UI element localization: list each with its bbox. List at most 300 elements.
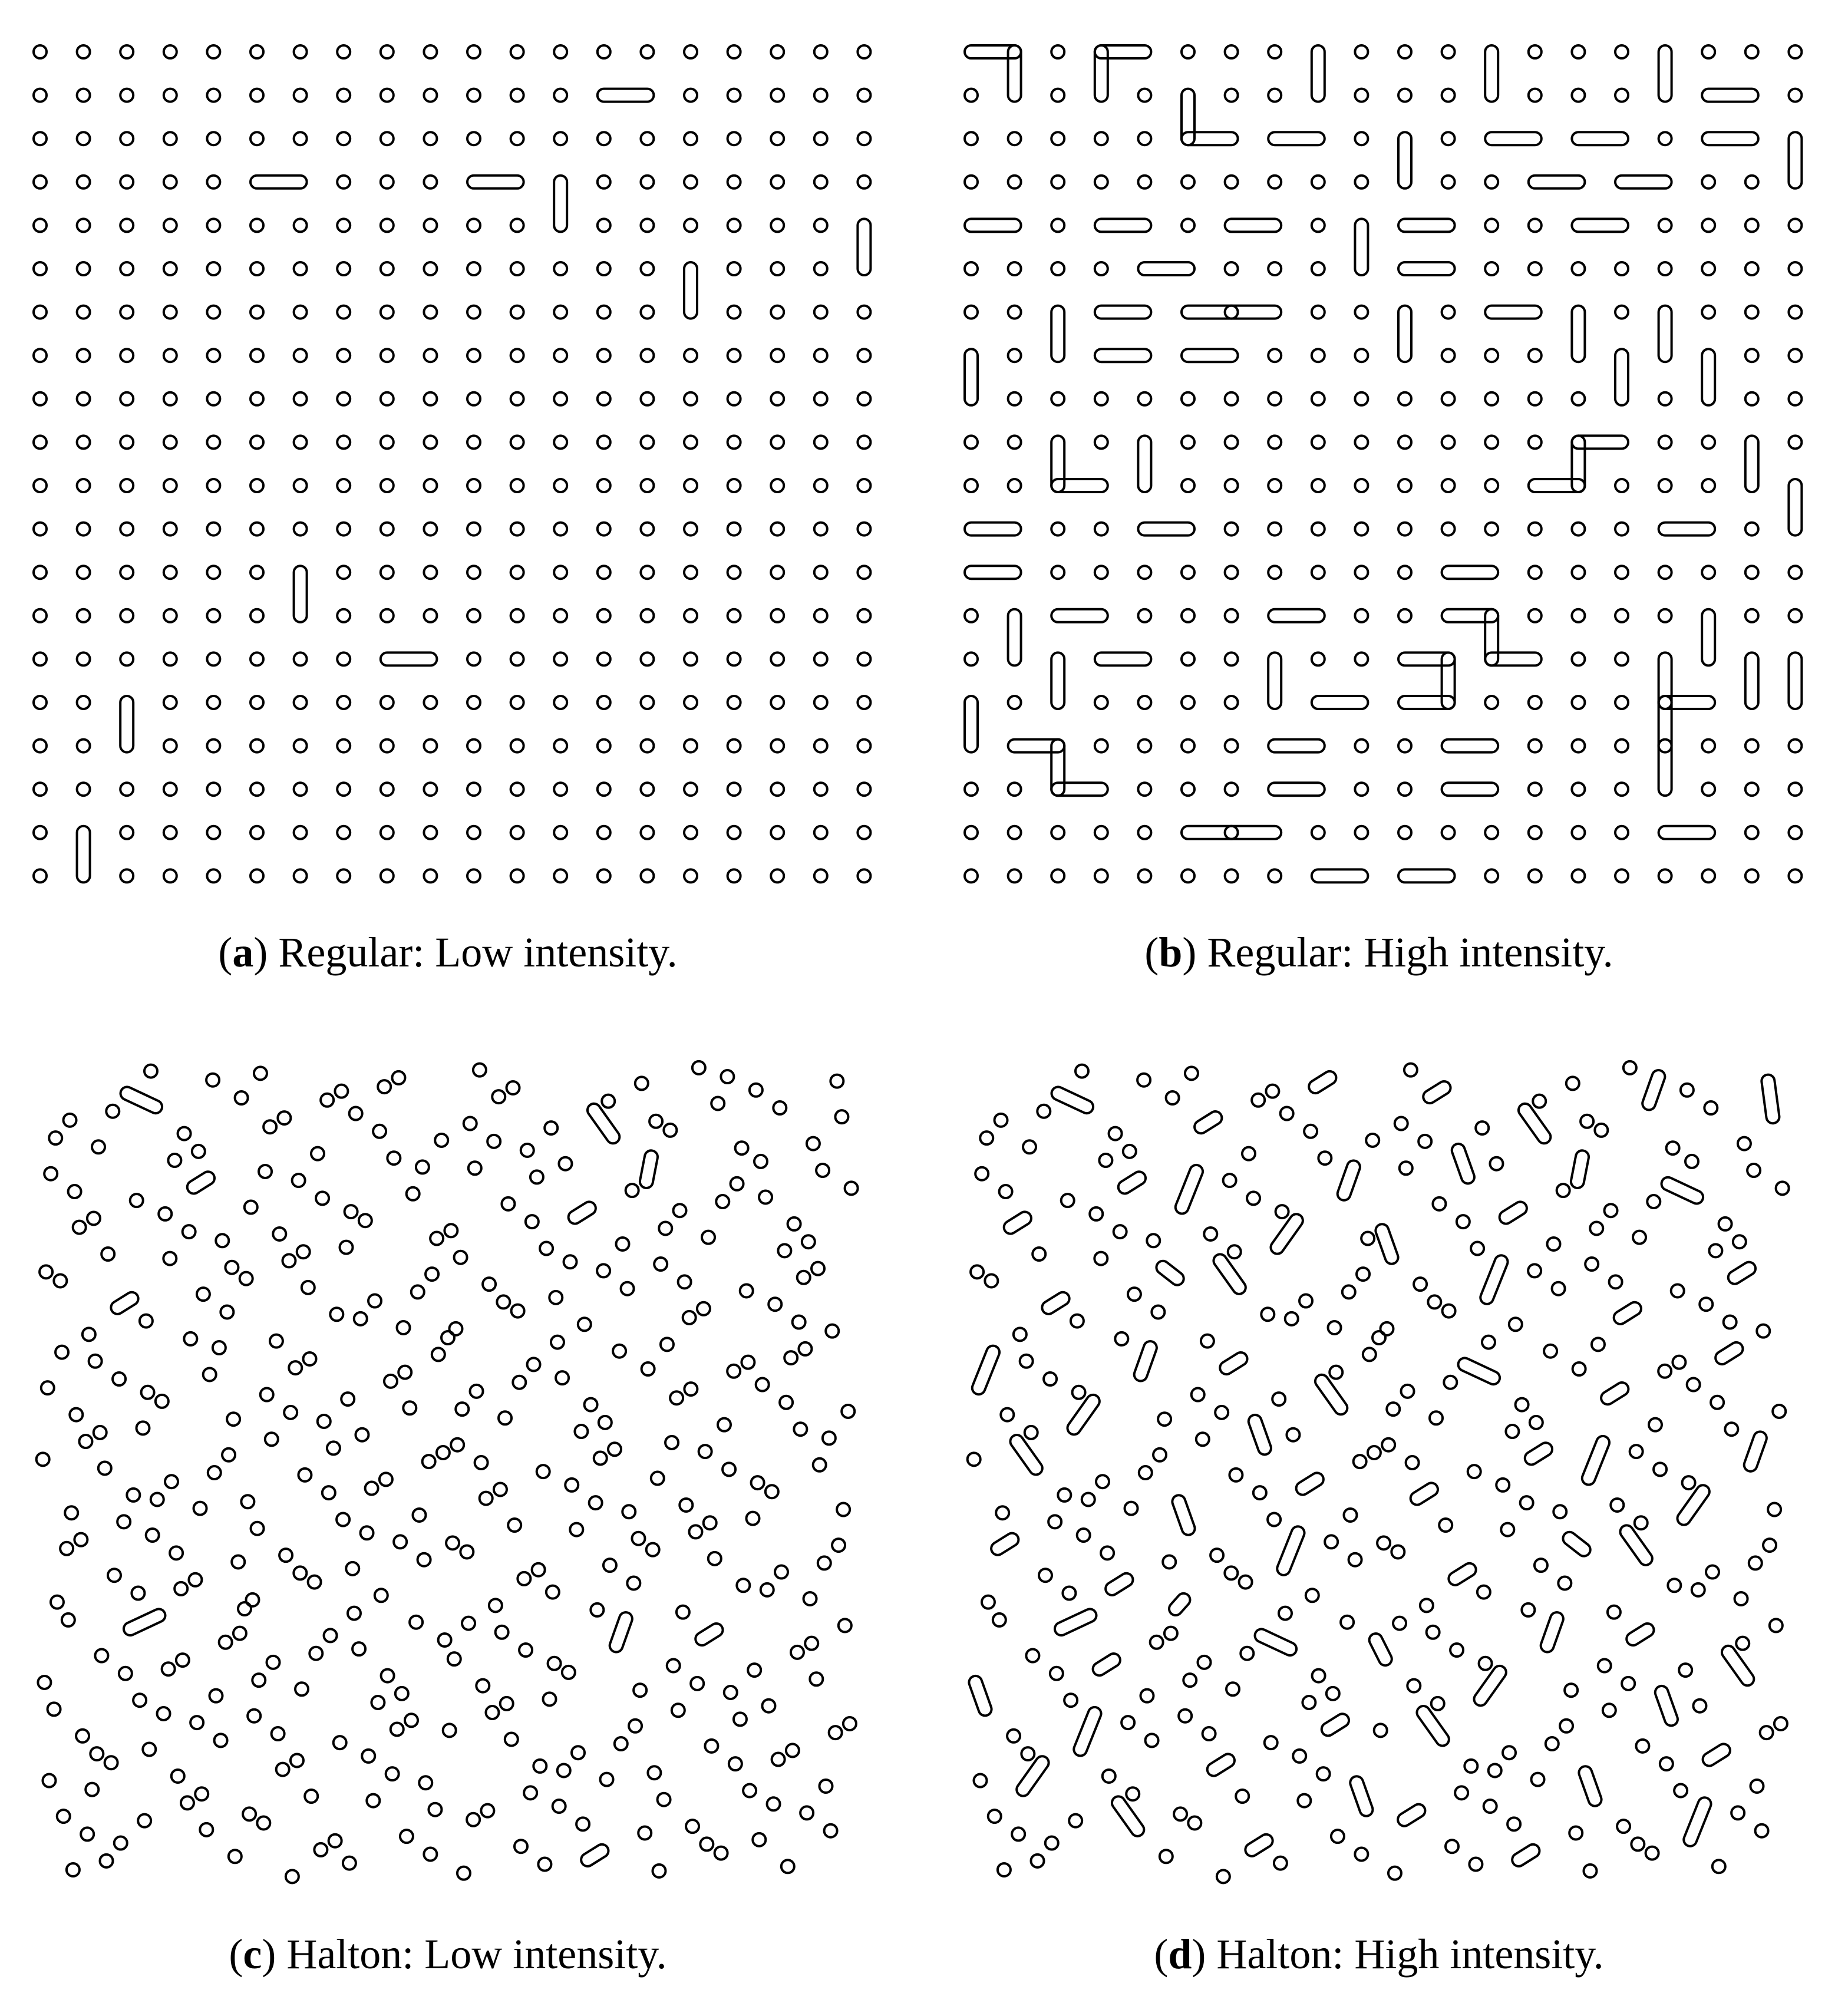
node — [512, 1305, 524, 1318]
node — [250, 89, 263, 102]
node — [1008, 869, 1021, 882]
node — [337, 826, 350, 839]
node — [1702, 45, 1715, 58]
node — [1387, 1403, 1400, 1415]
node — [1615, 740, 1628, 753]
node — [1299, 1295, 1312, 1308]
link — [608, 1611, 634, 1654]
node — [105, 1756, 118, 1769]
node — [641, 349, 654, 362]
node — [598, 826, 610, 839]
link-horizontal — [1485, 306, 1542, 319]
node — [728, 132, 741, 145]
node — [1138, 783, 1151, 796]
node — [1442, 826, 1455, 839]
node — [1560, 1720, 1573, 1733]
node — [1490, 1157, 1503, 1170]
link-horizontal — [1268, 132, 1325, 145]
node — [965, 783, 978, 796]
node — [1239, 1576, 1252, 1589]
node — [1001, 1408, 1014, 1421]
node — [1671, 1284, 1684, 1297]
node — [1198, 1656, 1211, 1669]
node — [598, 609, 610, 622]
node — [1039, 1569, 1052, 1582]
node — [34, 392, 47, 405]
node — [164, 306, 177, 319]
panel-a-regular-low — [24, 35, 872, 872]
node — [565, 1479, 578, 1492]
node — [137, 1421, 150, 1434]
link-horizontal — [965, 45, 1021, 58]
node — [77, 262, 90, 275]
node — [270, 1335, 283, 1348]
node — [1377, 1536, 1390, 1549]
node — [251, 1522, 264, 1535]
node — [626, 1184, 639, 1197]
node — [761, 1583, 774, 1596]
node — [1355, 479, 1368, 492]
node — [814, 349, 827, 362]
node — [1603, 1704, 1616, 1717]
node — [1572, 566, 1585, 579]
node — [1520, 1496, 1533, 1509]
node — [598, 652, 610, 665]
node — [229, 1850, 242, 1863]
node — [424, 435, 437, 448]
node — [100, 1855, 113, 1867]
node — [598, 696, 610, 709]
node — [1745, 219, 1758, 232]
node — [467, 435, 480, 448]
node — [1702, 740, 1715, 753]
node — [1702, 176, 1715, 189]
node — [1507, 1817, 1520, 1830]
node — [743, 1784, 756, 1797]
node — [289, 1361, 302, 1374]
node — [1138, 392, 1151, 405]
node — [1788, 392, 1801, 405]
node — [475, 1456, 488, 1469]
node — [781, 1860, 794, 1873]
node — [1553, 1505, 1566, 1518]
link-horizontal — [1051, 479, 1108, 492]
link-horizontal — [1095, 219, 1151, 232]
link — [1133, 1339, 1159, 1383]
node — [965, 826, 978, 839]
node — [381, 349, 394, 362]
node — [646, 1543, 659, 1556]
node — [1051, 45, 1064, 58]
node — [207, 262, 220, 275]
node — [120, 826, 133, 839]
node — [207, 435, 220, 448]
link-vertical — [120, 696, 133, 753]
link-horizontal — [1529, 176, 1585, 189]
node — [1534, 1559, 1547, 1572]
node — [68, 1185, 81, 1198]
node — [1659, 435, 1672, 448]
node — [1745, 566, 1758, 579]
node — [771, 566, 784, 579]
node — [298, 1469, 311, 1481]
node — [200, 1823, 213, 1836]
node — [243, 1807, 256, 1820]
node — [813, 1459, 826, 1471]
node — [773, 1101, 786, 1114]
node — [303, 1352, 316, 1365]
node — [1225, 392, 1238, 405]
node — [207, 306, 220, 319]
link — [1293, 1470, 1326, 1497]
node — [1649, 1418, 1662, 1431]
node — [728, 523, 741, 536]
node — [1044, 1372, 1057, 1385]
node — [443, 1724, 456, 1737]
node — [598, 306, 610, 319]
node — [1391, 1545, 1404, 1558]
node — [684, 652, 697, 665]
node — [1788, 349, 1801, 362]
node — [34, 826, 47, 839]
link-vertical — [1702, 349, 1715, 405]
node — [467, 523, 480, 536]
link-horizontal — [1268, 609, 1325, 622]
node — [265, 1433, 278, 1446]
node — [207, 826, 220, 839]
node — [392, 1071, 405, 1084]
node — [248, 1710, 260, 1723]
node — [1788, 435, 1801, 448]
node — [444, 1224, 457, 1237]
node — [814, 783, 827, 796]
link-horizontal — [1312, 696, 1368, 709]
node — [1008, 479, 1021, 492]
link — [1510, 1842, 1542, 1869]
node — [207, 219, 220, 232]
node — [728, 262, 741, 275]
node — [1268, 1513, 1281, 1526]
node — [1477, 1586, 1490, 1599]
node — [1225, 89, 1238, 102]
node — [1082, 1493, 1095, 1506]
node — [82, 1328, 95, 1341]
node — [120, 306, 133, 319]
node — [594, 1451, 607, 1464]
node — [802, 1235, 815, 1248]
node — [1095, 262, 1108, 275]
node — [424, 1847, 437, 1860]
node — [1226, 1682, 1239, 1695]
node — [381, 609, 394, 622]
link — [185, 1169, 217, 1196]
link-horizontal — [1442, 783, 1499, 796]
node — [1128, 1288, 1141, 1301]
node — [337, 262, 350, 275]
node — [797, 1271, 810, 1284]
node — [1569, 1826, 1582, 1839]
node — [544, 1121, 557, 1134]
node — [1229, 1469, 1242, 1481]
node — [1182, 219, 1194, 232]
node — [543, 1692, 556, 1705]
node — [381, 176, 394, 189]
link — [1682, 1796, 1713, 1848]
node — [1666, 1141, 1679, 1154]
link — [118, 1085, 164, 1116]
node — [77, 89, 90, 102]
node — [337, 219, 350, 232]
link — [1523, 1440, 1555, 1467]
node — [133, 1694, 146, 1707]
link — [1253, 1627, 1299, 1658]
link — [1700, 1741, 1732, 1768]
node — [1529, 696, 1542, 709]
node — [1051, 132, 1064, 145]
node — [1374, 1724, 1387, 1737]
node — [446, 1536, 459, 1549]
node — [1439, 1519, 1452, 1532]
node — [381, 219, 394, 232]
node — [729, 1757, 742, 1770]
link — [121, 1607, 167, 1638]
node — [250, 566, 263, 579]
link — [108, 1290, 141, 1316]
node — [250, 349, 263, 362]
node — [1072, 1386, 1085, 1399]
node — [511, 89, 524, 102]
node — [1615, 262, 1628, 275]
node — [835, 1110, 848, 1123]
node — [138, 1814, 151, 1827]
node — [1182, 740, 1194, 753]
node — [724, 1686, 737, 1699]
node — [1598, 1659, 1611, 1672]
node — [1355, 783, 1368, 796]
node — [740, 1284, 753, 1297]
node — [1393, 1617, 1406, 1630]
node — [34, 306, 47, 319]
node — [1788, 783, 1801, 796]
node — [1268, 392, 1281, 405]
node — [1382, 1438, 1395, 1451]
node — [1700, 1298, 1712, 1311]
node — [793, 1315, 806, 1328]
node — [146, 1529, 159, 1542]
node — [337, 45, 350, 58]
node — [1442, 349, 1455, 362]
node — [1008, 349, 1021, 362]
node — [1355, 349, 1368, 362]
node — [1615, 869, 1628, 882]
node — [771, 740, 784, 753]
node — [176, 1654, 189, 1667]
node — [1529, 435, 1542, 448]
node — [337, 869, 350, 882]
node — [689, 1525, 702, 1538]
node — [1272, 1393, 1285, 1405]
link-horizontal — [965, 566, 1021, 579]
node — [164, 45, 177, 58]
node — [1037, 1105, 1050, 1118]
node — [345, 1205, 358, 1218]
node — [476, 1679, 489, 1692]
node — [398, 1366, 411, 1379]
node — [34, 219, 47, 232]
node — [467, 45, 480, 58]
node — [684, 523, 697, 536]
node — [554, 523, 567, 536]
node — [1573, 1362, 1586, 1375]
node — [641, 45, 654, 58]
node — [1763, 1539, 1776, 1552]
node — [1646, 1847, 1659, 1860]
node — [120, 392, 133, 405]
node — [684, 869, 697, 882]
node — [1572, 609, 1585, 622]
link — [1205, 1751, 1238, 1778]
node — [1745, 176, 1758, 189]
node — [1355, 132, 1368, 145]
link-vertical — [684, 262, 697, 319]
node — [1344, 1509, 1357, 1522]
caption-c-text: ) Halton: Low intensity. — [262, 1931, 667, 1978]
node — [1163, 1555, 1176, 1568]
node — [1203, 1727, 1216, 1740]
node — [771, 176, 784, 189]
node — [337, 479, 350, 492]
node — [1095, 176, 1108, 189]
node — [267, 1656, 280, 1669]
link-vertical — [1788, 652, 1801, 709]
node — [559, 1157, 572, 1170]
node — [77, 652, 90, 665]
node — [546, 1586, 559, 1599]
node — [1095, 435, 1108, 448]
node — [641, 783, 654, 796]
node — [340, 1241, 353, 1254]
node — [411, 1285, 424, 1298]
node — [1355, 306, 1368, 319]
node — [424, 176, 437, 189]
node — [1580, 1115, 1593, 1128]
node — [814, 740, 827, 753]
node — [771, 435, 784, 448]
node — [1731, 1806, 1744, 1819]
node — [1615, 652, 1628, 665]
node — [727, 1365, 740, 1378]
node — [814, 392, 827, 405]
node — [629, 1720, 642, 1733]
node — [51, 1596, 64, 1609]
node — [600, 1773, 613, 1786]
node — [48, 1702, 61, 1715]
node — [741, 1356, 754, 1369]
node — [814, 696, 827, 709]
node — [373, 1125, 386, 1138]
node — [1225, 435, 1238, 448]
node — [1182, 869, 1194, 882]
node — [308, 1576, 321, 1589]
node — [857, 826, 870, 839]
node — [554, 262, 567, 275]
node — [1095, 392, 1108, 405]
node — [1745, 869, 1758, 882]
node — [159, 1207, 171, 1220]
node — [250, 219, 263, 232]
node — [1558, 1576, 1571, 1589]
node — [381, 306, 394, 319]
link-vertical — [1659, 740, 1672, 796]
link — [1761, 1074, 1780, 1124]
link-horizontal — [1051, 783, 1108, 796]
link — [1713, 1340, 1745, 1367]
node — [1075, 1065, 1088, 1078]
node — [771, 132, 784, 145]
link-vertical — [77, 826, 90, 883]
node — [672, 1704, 685, 1717]
node — [608, 1443, 621, 1456]
node — [77, 349, 90, 362]
node — [220, 1305, 233, 1318]
node — [728, 219, 741, 232]
node — [79, 1435, 92, 1448]
link — [1336, 1159, 1362, 1202]
node — [1064, 1694, 1077, 1707]
node — [1225, 176, 1238, 189]
node — [598, 523, 610, 536]
link-horizontal — [1398, 652, 1455, 665]
node — [174, 1582, 187, 1595]
link — [1408, 1480, 1441, 1507]
node — [394, 1535, 407, 1548]
node — [814, 132, 827, 145]
node — [532, 1563, 545, 1576]
node — [1223, 1174, 1236, 1187]
node — [1285, 1312, 1298, 1325]
link — [1052, 1607, 1098, 1638]
link — [967, 1674, 993, 1718]
node — [554, 826, 567, 839]
node — [683, 1311, 696, 1324]
node — [34, 566, 47, 579]
node — [423, 1455, 435, 1468]
link-horizontal — [1442, 566, 1499, 579]
node — [294, 869, 307, 882]
node — [1298, 1794, 1311, 1807]
node — [362, 1750, 375, 1763]
node — [564, 1255, 577, 1268]
node — [294, 783, 307, 796]
node — [1484, 1800, 1497, 1813]
node — [34, 652, 47, 665]
node — [1552, 1282, 1565, 1295]
node — [1583, 1865, 1596, 1877]
node — [1745, 306, 1758, 319]
node — [131, 1586, 144, 1599]
node — [1659, 392, 1672, 405]
node — [554, 306, 567, 319]
node — [1609, 1275, 1622, 1288]
node — [508, 1519, 521, 1532]
node — [467, 479, 480, 492]
link-horizontal — [250, 176, 307, 189]
node — [598, 132, 610, 145]
node — [207, 45, 220, 58]
link-horizontal — [1572, 132, 1628, 145]
node — [511, 696, 524, 709]
node — [412, 1509, 425, 1522]
